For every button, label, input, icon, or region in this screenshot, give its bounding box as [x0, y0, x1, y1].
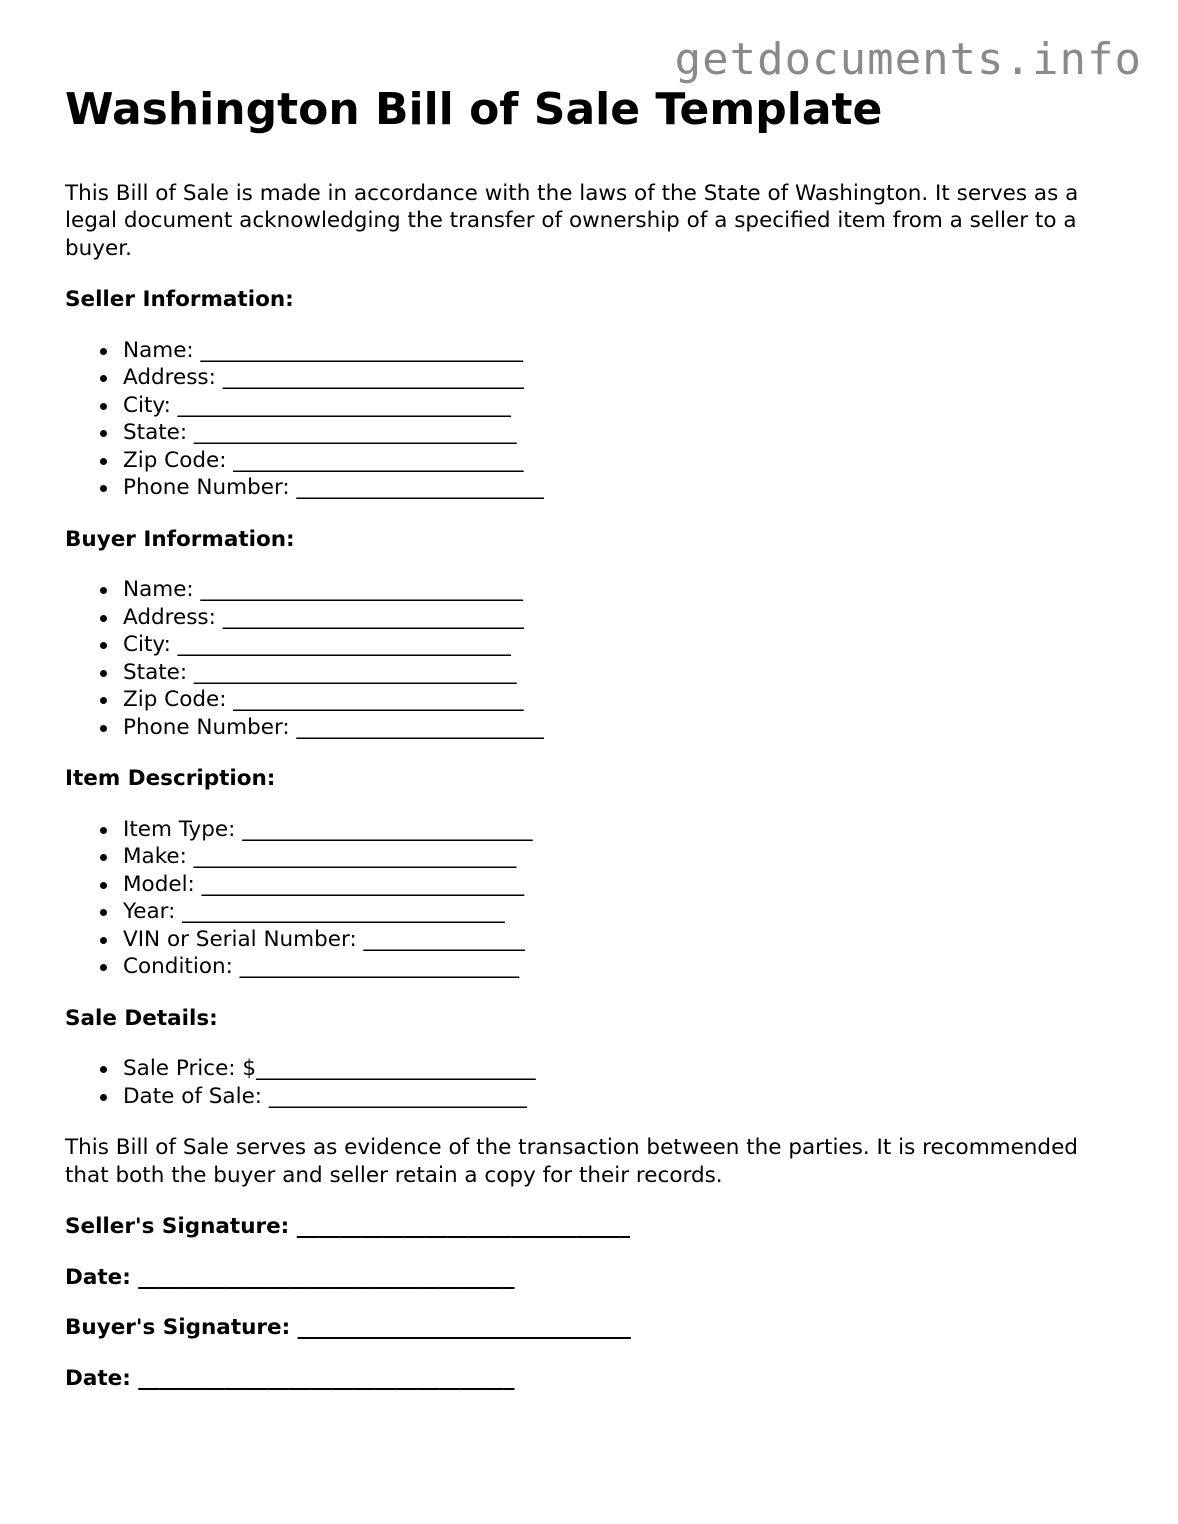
sale-details-list	[65, 1055, 1115, 1110]
buyer-information-list	[65, 576, 1115, 741]
sale-date-field: Date of Sale: ________________________	[123, 1083, 1115, 1111]
seller-signature-line: Seller's Signature: _______________________________	[65, 1214, 631, 1240]
seller-zip-field: Zip Code: ___________________________	[123, 447, 1115, 475]
buyer-phone-field: Phone Number: _______________________	[123, 714, 1115, 742]
sale-price-field: Sale Price: $__________________________	[123, 1055, 1115, 1083]
seller-phone-field: Phone Number: _______________________	[123, 474, 1115, 502]
seller-address-field: Address: ____________________________	[123, 364, 1115, 392]
item-condition-field: Condition: __________________________	[123, 953, 1115, 981]
buyer-signature-line: Buyer's Signature: _______________________________	[65, 1315, 631, 1341]
buyer-name-field: Name: ______________________________	[123, 576, 1115, 604]
item-year-field: Year: ______________________________	[123, 898, 1115, 926]
seller-city-field: City: _______________________________	[123, 392, 1115, 420]
buyer-city-field: City: _______________________________	[123, 631, 1115, 659]
item-make-field: Make: ______________________________	[123, 843, 1115, 871]
buyer-state-field: State: ______________________________	[123, 659, 1115, 687]
item-type-field: Item Type: ___________________________	[123, 816, 1115, 844]
item-model-field: Model: ______________________________	[123, 871, 1115, 899]
seller-information-list	[65, 337, 1115, 502]
sale-details-heading: Sale Details:	[65, 1005, 218, 1031]
watermark: getdocuments.info	[674, 34, 1142, 85]
document-page	[65, 84, 1115, 1415]
seller-name-field: Name: ______________________________	[123, 337, 1115, 365]
seller-date-line: Date: ___________________________________	[65, 1264, 515, 1290]
item-description-heading: Item Description:	[65, 766, 276, 792]
buyer-information-heading: Buyer Information:	[65, 526, 295, 552]
item-vin-field: VIN or Serial Number: _______________	[123, 926, 1115, 954]
buyer-date-line: Date: ___________________________________	[65, 1365, 515, 1391]
page-title: Washington Bill of Sale Template	[65, 84, 883, 135]
seller-information-heading: Seller Information:	[65, 287, 294, 313]
closing-paragraph: This Bill of Sale serves as evidence of the transaction between the parties. It is recommended that both the buyer and seller retain a copy for their records.	[65, 1135, 1078, 1188]
buyer-zip-field: Zip Code: ___________________________	[123, 686, 1115, 714]
intro-paragraph: This Bill of Sale is made in accordance with the laws of the State of Washington. It serves as a legal document acknowledging the transfer of ownership of a specified item from a seller to a buyer.	[65, 180, 1079, 261]
buyer-address-field: Address: ____________________________	[123, 604, 1115, 632]
item-description-list	[65, 816, 1115, 981]
seller-state-field: State: ______________________________	[123, 419, 1115, 447]
